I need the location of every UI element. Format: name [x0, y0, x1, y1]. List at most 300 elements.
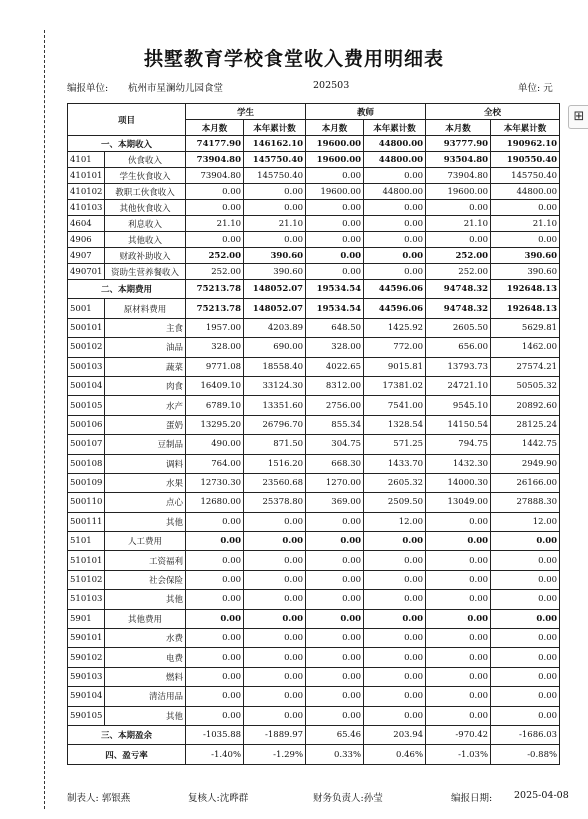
amount-cell: 0.00	[306, 248, 364, 264]
amount-cell: 16409.10	[186, 376, 244, 395]
amount-cell: 9545.10	[426, 396, 491, 415]
amount-cell: 328.00	[306, 338, 364, 357]
amount-cell: 252.00	[426, 248, 491, 264]
header-group-school: 全校	[426, 104, 560, 120]
amount-cell: 21.10	[244, 216, 306, 232]
table-row	[68, 648, 560, 667]
amount-cell: 0.00	[244, 200, 306, 216]
amount-cell: 8312.00	[306, 376, 364, 395]
amount-cell: 0.00	[244, 232, 306, 248]
amount-cell: 14000.30	[426, 473, 491, 492]
amount-cell: 0.00	[364, 629, 426, 648]
amount-cell: 0.00	[426, 551, 491, 570]
table-row	[68, 168, 560, 184]
amount-cell: 0.00	[244, 687, 306, 706]
header-month: 本月数	[426, 120, 491, 136]
amount-cell: 0.00	[491, 590, 560, 609]
amount-cell: 7541.00	[364, 396, 426, 415]
account-code: 500111	[68, 512, 105, 531]
amount-cell: 19600.00	[426, 184, 491, 200]
amount-cell: 0.00	[491, 667, 560, 686]
account-code: 4604	[68, 216, 105, 232]
amount-cell: 0.00	[186, 232, 244, 248]
amount-cell: 0.00	[306, 648, 364, 667]
account-code: 500101	[68, 318, 105, 337]
table-row	[68, 232, 560, 248]
amount-cell: 0.00	[186, 629, 244, 648]
amount-cell: 0.00	[244, 532, 306, 551]
amount-cell: 19600.00	[306, 136, 364, 152]
table-row	[68, 396, 560, 415]
amount-cell: 93777.90	[426, 136, 491, 152]
amount-cell: 2605.32	[364, 473, 426, 492]
amount-cell: 656.00	[426, 338, 491, 357]
amount-cell: 0.00	[186, 570, 244, 589]
amount-cell: 0.00	[186, 706, 244, 725]
amount-cell: 0.00	[426, 706, 491, 725]
amount-cell: 0.00	[306, 706, 364, 725]
account-code: 590104	[68, 687, 105, 706]
account-name: 财政补助收入	[105, 248, 186, 264]
account-code: 590103	[68, 667, 105, 686]
amount-cell: 0.00	[491, 570, 560, 589]
table-row	[68, 667, 560, 686]
amount-cell: 0.00	[186, 532, 244, 551]
account-name: 学生伙食收入	[105, 168, 186, 184]
table-row	[68, 512, 560, 531]
table-row	[68, 435, 560, 454]
table-row	[68, 551, 560, 570]
amount-cell: 74177.90	[186, 136, 244, 152]
amount-cell: 0.00	[244, 667, 306, 686]
account-code: 500104	[68, 376, 105, 395]
section-row	[68, 725, 560, 744]
table-row	[68, 415, 560, 434]
account-name: 蔬菜	[105, 357, 186, 376]
amount-cell: 794.75	[426, 435, 491, 454]
header-month: 本月数	[306, 120, 364, 136]
amount-cell: 0.00	[186, 551, 244, 570]
table-row	[68, 357, 560, 376]
amount-cell: 145750.40	[491, 168, 560, 184]
table-row	[68, 184, 560, 200]
account-name: 点心	[105, 493, 186, 512]
amount-cell: -1.40%	[186, 745, 244, 764]
section-label: 二、本期费用	[68, 280, 186, 299]
account-name: 燃料	[105, 667, 186, 686]
amount-cell: 50505.32	[491, 376, 560, 395]
account-name: 水果	[105, 473, 186, 492]
amount-cell: 252.00	[186, 264, 244, 280]
amount-cell: 12.00	[491, 512, 560, 531]
amount-cell: -970.42	[426, 725, 491, 744]
account-name: 豆制品	[105, 435, 186, 454]
amount-cell: 0.00	[244, 629, 306, 648]
reviewer: 复核人:沈晔群	[188, 793, 249, 804]
amount-cell: 190962.10	[491, 136, 560, 152]
amount-cell: -1035.88	[186, 725, 244, 744]
account-name: 主食	[105, 318, 186, 337]
amount-cell: 73904.80	[186, 152, 244, 168]
amount-cell: 9015.81	[364, 357, 426, 376]
amount-cell: 0.00	[306, 551, 364, 570]
account-code: 500108	[68, 454, 105, 473]
amount-cell: 1270.00	[306, 473, 364, 492]
amount-cell: 2949.90	[491, 454, 560, 473]
amount-cell: 0.00	[426, 512, 491, 531]
amount-cell: 0.00	[186, 184, 244, 200]
amount-cell: 1425.92	[364, 318, 426, 337]
amount-cell: 19534.54	[306, 280, 364, 299]
amount-cell: 4022.65	[306, 357, 364, 376]
amount-cell: 6789.10	[186, 396, 244, 415]
amount-cell: 0.00	[186, 687, 244, 706]
amount-cell: 5629.81	[491, 318, 560, 337]
account-code: 410103	[68, 200, 105, 216]
amount-cell: 25378.80	[244, 493, 306, 512]
amount-cell: 19600.00	[306, 184, 364, 200]
account-name: 利息收入	[105, 216, 186, 232]
date-label: 编报日期:	[451, 793, 493, 804]
header-group-student: 学生	[186, 104, 306, 120]
amount-cell: 0.00	[306, 590, 364, 609]
preparer: 制表人: 郭银燕	[67, 793, 131, 804]
amount-cell: 0.00	[186, 200, 244, 216]
amount-cell: -1889.97	[244, 725, 306, 744]
header-month: 本月数	[186, 120, 244, 136]
section-label: 四、盈亏率	[68, 745, 186, 764]
amount-cell: 0.00	[426, 232, 491, 248]
amount-cell: 0.00	[306, 168, 364, 184]
account-code: 4907	[68, 248, 105, 264]
account-name: 资助生营养餐收入	[105, 264, 186, 280]
amount-cell: 764.00	[186, 454, 244, 473]
account-code: 500106	[68, 415, 105, 434]
account-name: 教职工伙食收入	[105, 184, 186, 200]
amount-cell: 369.00	[306, 493, 364, 512]
amount-cell: 0.00	[186, 512, 244, 531]
amount-cell: 0.00	[364, 216, 426, 232]
amount-cell: 14150.54	[426, 415, 491, 434]
amount-cell: 44800.00	[364, 136, 426, 152]
amount-cell: 1462.00	[491, 338, 560, 357]
table-row	[68, 299, 560, 318]
amount-cell: 0.00	[306, 532, 364, 551]
amount-cell: 390.60	[244, 248, 306, 264]
amount-cell: 871.50	[244, 435, 306, 454]
amount-cell: 0.00	[306, 667, 364, 686]
amount-cell: 21.10	[186, 216, 244, 232]
table-grid-icon[interactable]: ⊞	[568, 105, 588, 129]
amount-cell: 0.00	[244, 551, 306, 570]
amount-cell: 203.94	[364, 725, 426, 744]
amount-cell: 328.00	[186, 338, 244, 357]
amount-cell: 0.00	[186, 648, 244, 667]
amount-cell: 0.00	[426, 667, 491, 686]
amount-cell: 0.00	[364, 551, 426, 570]
account-name: 社会保险	[105, 570, 186, 589]
account-name: 原材料费用	[105, 299, 186, 318]
amount-cell: 1442.75	[491, 435, 560, 454]
amount-cell: 145750.40	[244, 152, 306, 168]
amount-cell: 44800.00	[491, 184, 560, 200]
amount-cell: 33124.30	[244, 376, 306, 395]
amount-cell: 390.60	[491, 264, 560, 280]
amount-cell: 0.00	[491, 532, 560, 551]
amount-cell: 0.00	[364, 248, 426, 264]
account-name: 工资福利	[105, 551, 186, 570]
date-value: 2025-04-08	[514, 790, 569, 801]
finance-manager: 财务负责人:孙莹	[313, 793, 383, 804]
amount-cell: 0.00	[364, 232, 426, 248]
amount-cell: 0.00	[306, 609, 364, 628]
amount-cell: 192648.13	[491, 280, 560, 299]
amount-cell: 13351.60	[244, 396, 306, 415]
report-period: 202503	[313, 80, 350, 91]
amount-cell: 304.75	[306, 435, 364, 454]
amount-cell: 26796.70	[244, 415, 306, 434]
report-table	[67, 103, 560, 765]
amount-cell: 0.00	[426, 629, 491, 648]
table-row	[68, 687, 560, 706]
amount-cell: 0.46%	[364, 745, 426, 764]
amount-cell: 148052.07	[244, 280, 306, 299]
amount-cell: 94748.32	[426, 280, 491, 299]
section-label: 三、本期盈余	[68, 725, 186, 744]
account-code: 410102	[68, 184, 105, 200]
amount-cell: 0.00	[244, 512, 306, 531]
amount-cell: 0.00	[306, 629, 364, 648]
amount-cell: 26166.00	[491, 473, 560, 492]
account-name: 清洁用品	[105, 687, 186, 706]
amount-cell: 0.00	[244, 706, 306, 725]
amount-cell: 0.00	[306, 232, 364, 248]
account-name: 其他伙食收入	[105, 200, 186, 216]
amount-cell: 0.00	[244, 609, 306, 628]
table-row	[68, 454, 560, 473]
account-name: 其他费用	[105, 609, 186, 628]
binding-margin-line	[44, 30, 45, 809]
amount-cell: 190550.40	[491, 152, 560, 168]
amount-cell: 44800.00	[364, 152, 426, 168]
table-row	[68, 609, 560, 628]
amount-cell: 20892.60	[491, 396, 560, 415]
account-code: 500102	[68, 338, 105, 357]
amount-cell: 0.00	[186, 590, 244, 609]
amount-cell: 2509.50	[364, 493, 426, 512]
amount-cell: 0.00	[491, 687, 560, 706]
account-code: 490701	[68, 264, 105, 280]
account-name: 伙食收入	[105, 152, 186, 168]
table-row	[68, 318, 560, 337]
table-row	[68, 152, 560, 168]
amount-cell: 0.00	[426, 687, 491, 706]
amount-cell: 0.00	[491, 232, 560, 248]
amount-cell: 855.34	[306, 415, 364, 434]
amount-cell: 28125.24	[491, 415, 560, 434]
amount-cell: -1686.03	[491, 725, 560, 744]
amount-cell: 2605.50	[426, 318, 491, 337]
amount-cell: 44596.06	[364, 299, 426, 318]
amount-cell: 44596.06	[364, 280, 426, 299]
amount-cell: 1433.70	[364, 454, 426, 473]
header-ytd: 本年累计数	[491, 120, 560, 136]
account-code: 590101	[68, 629, 105, 648]
account-code: 4101	[68, 152, 105, 168]
amount-cell: 192648.13	[491, 299, 560, 318]
amount-cell: 0.00	[244, 184, 306, 200]
amount-cell: 75213.78	[186, 299, 244, 318]
amount-cell: 0.00	[491, 200, 560, 216]
amount-cell: 0.00	[244, 570, 306, 589]
amount-cell: 0.00	[364, 609, 426, 628]
amount-cell: 146162.10	[244, 136, 306, 152]
amount-cell: 0.00	[364, 667, 426, 686]
amount-cell: 13793.73	[426, 357, 491, 376]
account-code: 590102	[68, 648, 105, 667]
table-row	[68, 493, 560, 512]
amount-cell: 0.00	[491, 648, 560, 667]
amount-cell: 0.00	[364, 168, 426, 184]
account-name: 人工费用	[105, 532, 186, 551]
amount-cell: 65.46	[306, 725, 364, 744]
amount-cell: 27574.21	[491, 357, 560, 376]
amount-cell: 668.30	[306, 454, 364, 473]
section-label: 一、本期收入	[68, 136, 186, 152]
amount-cell: -1.29%	[244, 745, 306, 764]
amount-cell: 0.00	[244, 648, 306, 667]
account-name: 调料	[105, 454, 186, 473]
amount-cell: 0.00	[426, 570, 491, 589]
account-name: 油品	[105, 338, 186, 357]
amount-cell: 0.00	[306, 512, 364, 531]
amount-cell: 94748.32	[426, 299, 491, 318]
amount-cell: 0.00	[364, 687, 426, 706]
amount-cell: 0.00	[491, 551, 560, 570]
amount-cell: 12.00	[364, 512, 426, 531]
table-row	[68, 376, 560, 395]
account-code: 590105	[68, 706, 105, 725]
amount-cell: 148052.07	[244, 299, 306, 318]
amount-cell: 0.00	[364, 570, 426, 589]
amount-cell: 0.00	[491, 629, 560, 648]
account-code: 5901	[68, 609, 105, 628]
amount-cell: 1432.30	[426, 454, 491, 473]
account-code: 500105	[68, 396, 105, 415]
section-row	[68, 745, 560, 764]
amount-cell: 1957.00	[186, 318, 244, 337]
account-code: 500107	[68, 435, 105, 454]
account-name: 蛋奶	[105, 415, 186, 434]
amount-cell: 18558.40	[244, 357, 306, 376]
amount-cell: 0.00	[491, 706, 560, 725]
amount-cell: 0.00	[306, 216, 364, 232]
table-row	[68, 248, 560, 264]
amount-cell: 21.10	[491, 216, 560, 232]
account-code: 5101	[68, 532, 105, 551]
account-name: 肉食	[105, 376, 186, 395]
account-code: 500103	[68, 357, 105, 376]
amount-cell: 0.00	[364, 200, 426, 216]
amount-cell: 690.00	[244, 338, 306, 357]
currency-unit: 单位: 元	[518, 83, 553, 94]
amount-cell: 1328.54	[364, 415, 426, 434]
amount-cell: 252.00	[426, 264, 491, 280]
amount-cell: 24721.10	[426, 376, 491, 395]
amount-cell: 0.00	[364, 590, 426, 609]
account-code: 510101	[68, 551, 105, 570]
amount-cell: 9771.08	[186, 357, 244, 376]
table-row	[68, 200, 560, 216]
amount-cell: 145750.40	[244, 168, 306, 184]
amount-cell: 4203.89	[244, 318, 306, 337]
account-code: 5001	[68, 299, 105, 318]
amount-cell: 12730.30	[186, 473, 244, 492]
amount-cell: -0.88%	[491, 745, 560, 764]
account-name: 电费	[105, 648, 186, 667]
header-group-teacher: 教师	[306, 104, 426, 120]
amount-cell: 13295.20	[186, 415, 244, 434]
account-name: 水产	[105, 396, 186, 415]
amount-cell: 17381.02	[364, 376, 426, 395]
account-name: 其他收入	[105, 232, 186, 248]
amount-cell: 73904.80	[426, 168, 491, 184]
amount-cell: 0.00	[364, 264, 426, 280]
account-name: 其他	[105, 512, 186, 531]
table-row	[68, 570, 560, 589]
amount-cell: 390.60	[244, 264, 306, 280]
amount-cell: -1.03%	[426, 745, 491, 764]
amount-cell: 0.00	[306, 200, 364, 216]
table-row	[68, 216, 560, 232]
section-row	[68, 136, 560, 152]
amount-cell: 0.00	[244, 590, 306, 609]
amount-cell: 0.00	[364, 648, 426, 667]
amount-cell: 490.00	[186, 435, 244, 454]
table-row	[68, 338, 560, 357]
table-row	[68, 629, 560, 648]
table-row	[68, 706, 560, 725]
amount-cell: 0.00	[426, 590, 491, 609]
table-body	[68, 136, 560, 765]
amount-cell: 0.00	[364, 706, 426, 725]
unit-label: 编报单位:	[67, 83, 109, 94]
account-code: 500109	[68, 473, 105, 492]
header-item: 项目	[68, 104, 186, 136]
account-name: 水费	[105, 629, 186, 648]
amount-cell: 0.00	[186, 609, 244, 628]
table-row	[68, 532, 560, 551]
amount-cell: 0.00	[426, 609, 491, 628]
amount-cell: 27888.30	[491, 493, 560, 512]
amount-cell: 0.00	[306, 264, 364, 280]
amount-cell: 252.00	[186, 248, 244, 264]
amount-cell: 1516.20	[244, 454, 306, 473]
amount-cell: 0.00	[426, 200, 491, 216]
account-code: 510102	[68, 570, 105, 589]
amount-cell: 0.00	[186, 667, 244, 686]
amount-cell: 0.33%	[306, 745, 364, 764]
table-row	[68, 264, 560, 280]
header-ytd: 本年累计数	[244, 120, 306, 136]
amount-cell: 571.25	[364, 435, 426, 454]
account-name: 其他	[105, 590, 186, 609]
amount-cell: 13049.00	[426, 493, 491, 512]
header-ytd: 本年累计数	[364, 120, 426, 136]
amount-cell: 0.00	[426, 532, 491, 551]
amount-cell: 12680.00	[186, 493, 244, 512]
amount-cell: 0.00	[491, 609, 560, 628]
